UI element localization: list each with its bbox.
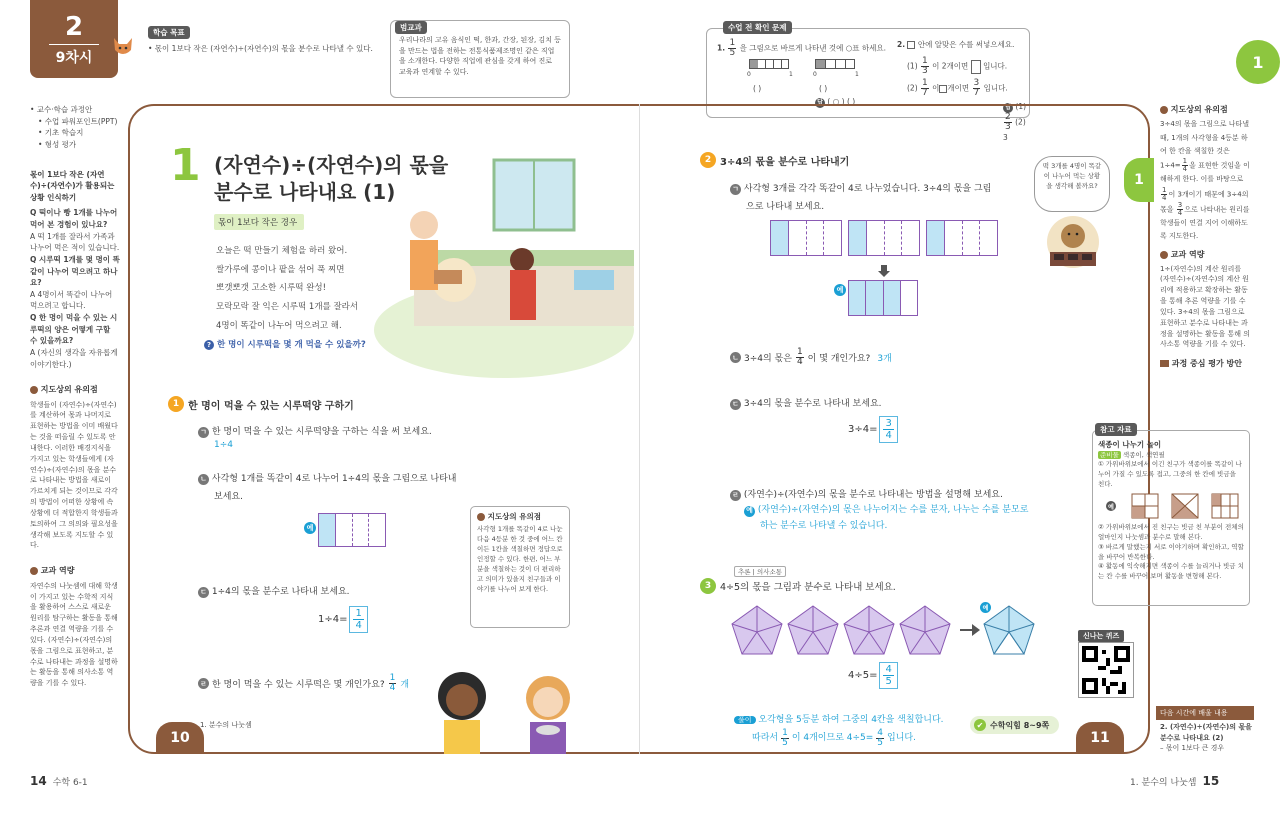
folded-paper-examples: 예: [1106, 493, 1244, 519]
act1-na: ㄴ 사각형 1개를 똑같이 4로 나누어 1÷4의 몫을 그림으로 나타내 보세요.: [198, 470, 456, 506]
q-title: 몫이 1보다 작은 (자연수)÷(자연수)가 활용되는 상황 인식하기: [30, 169, 115, 202]
paren-b[interactable]: ( ): [819, 84, 828, 93]
footer-right: 1. 분수의 나눗셈 15: [1130, 774, 1220, 788]
reference-step: ③ 바르게 말했는지 서로 이야기하며 확인하고, 역할을 바꾸어 반복한다.: [1098, 542, 1244, 561]
arrow-down-icon: [878, 262, 890, 274]
note-text: 사각형 1개를 똑같이 4로 나눈 다음 4등분 한 것 중에 어느 칸이든 1칸을 색칠하면 정답으로 인정할 수 있다. 한편, 어느 부분을 색칠하는 것이 더 편리하고 의미가 있을지 친구들과 이야기를 나누어 보게 한다.: [477, 525, 563, 594]
left-page-chapter: 1. 분수의 나눗셈: [200, 721, 252, 729]
example-badge: 예: [980, 602, 991, 613]
lesson-subtitle: 몫이 1보다 작은 경우: [214, 214, 304, 230]
pre-check-label: 수업 전 확인 문제: [723, 21, 792, 34]
pre-q1-bar-a[interactable]: [749, 59, 789, 69]
caution-label: 지도상의 유의점: [30, 384, 120, 396]
a-text: A 4명이서 똑같이 나누어 먹으려고 합니다.: [30, 289, 113, 311]
cross-curricular-box: [390, 20, 570, 98]
pre-q2-answer: 답 (1) $\frac{2}{3}$ (2) 3: [1003, 102, 1027, 142]
pre-q2-2: (2) $\frac{1}{7}$ 이 개이면 $\frac{3}{7}$ 입니다.: [907, 78, 1008, 98]
story-text: 오늘은 떡 만들기 체험을 하러 왔어. 쌀가루에 콩이나 팥을 섞어 푹 찌면 뽀갯뽀갯 고소한 시루떡 완성! 모락모락 잘 익은 시루떡 1개를 잘라서 4명이 똑같이 나누어 먹으려고 해.: [216, 246, 359, 331]
kids-illustration: [426, 666, 586, 754]
story-question: ? 한 명이 시루떡을 몇 개 먹을 수 있을까?: [204, 338, 366, 350]
act1-quarter-rect[interactable]: [318, 513, 386, 547]
axis-1b: 1: [855, 71, 859, 78]
solution: 풀이 오각형을 5등분 하여 그중의 4칸을 색칠합니다. 따라서 $\frac{1}{5}$ 이 4개이므로 4÷5= $\frac{4}{5}$ 입니다.: [734, 712, 944, 748]
fox-mascot-icon: [110, 32, 136, 58]
hamster-illustration: [1036, 214, 1110, 276]
next-lesson: 2. (자연수)÷(자연수)의 몫을 분수로 나타내요 (2) – 몫이 1보다 큰 경우: [1160, 723, 1252, 752]
right-sidebar: [1160, 104, 1252, 371]
chapter-tab-side: 1: [1124, 158, 1154, 202]
r-competency-label: 교과 역량: [1160, 249, 1252, 261]
pre-q1-bar-b[interactable]: [815, 59, 855, 69]
qa-block: [30, 207, 120, 370]
caution-text: 학생들이 (자연수)÷(자연수)를 계산하여 몫과 나머지로 표현하는 방법을 이미 배웠다는 것을 떠올릴 수 있도록 안내한다. 이러한 배경지식을 가지고 있는 학생들에게 (자연수)÷(자연수)의 몫을 분수로 나타내는 방법을 새로이 가르치게 되는 것이므로 각각의 방법이 어떠한 상황에 속 상황에 더 적합한지 학생들과 토의하여 그 의의와 필요성을 생각해 보도록 지도할 수 있다.: [30, 400, 118, 550]
lesson-title: (자연수)÷(자연수)의 몫을 분수로 나타내요 (1): [214, 153, 449, 204]
axis-0b: 0: [813, 71, 817, 78]
page-number-left: 10: [156, 722, 204, 754]
axis-0a: 0: [747, 71, 751, 78]
material-item[interactable]: • 교수·학습 과정안: [30, 105, 93, 114]
a-text: A 떡 1개를 잘라서 가족과 나누어 먹은 적이 있습니다.: [30, 231, 120, 253]
r-caution-label: 지도상의 유의점: [1160, 104, 1252, 116]
reference-step: ① 가위바위보에서 이긴 친구가 색종이를 똑같이 나누어 가질 수 있도록 접고, 그중의 한 칸에 빗금을 친다.: [1098, 460, 1242, 488]
goal-area: [148, 20, 378, 55]
left-sidebar: [30, 104, 120, 689]
act3-eq: 4÷5= $\frac{4}{5}$: [848, 662, 898, 689]
activity1-head: 1 한 명이 먹을 수 있는 시루떡양 구하기: [168, 396, 354, 412]
pre-q1-answer: 답 ( ○ ) ( ): [815, 96, 855, 108]
act2-na: ㄴ 3÷4의 몫은 $\frac{1}{4}$ 이 몇 개인가요? 3개: [730, 348, 892, 367]
act2-da-eq: 3÷4= $\frac{3}{4}$: [848, 416, 898, 443]
workbook-tag[interactable]: ✔ 수학익힘 8~9쪽: [970, 716, 1059, 734]
lesson-tab: [30, 0, 118, 78]
paren-a[interactable]: ( ): [753, 84, 762, 93]
reference-step: ② 가위바위보에서 진 친구는 빗금 친 부분이 전체의 얼마인지 나눗셈과 분수로 말해 본다.: [1098, 523, 1244, 542]
q-text: Q 한 명이 먹을 수 있는 시루떡의 양은 어떻게 구할 수 있을까요?: [30, 313, 118, 346]
act1-ga-answer: 1÷4: [214, 439, 233, 450]
reference-prep: 준비물 색종이, 색연필: [1100, 451, 1165, 459]
material-item[interactable]: • 기초 학습지: [38, 128, 84, 138]
act1-ra: ㄹ 한 명이 먹을 수 있는 시루떡은 몇 개인가요? $\frac{1}{4}$ 개: [198, 674, 409, 693]
r-competency-text: 1÷(자연수)의 계산 원리를 (자연수)÷(자연수)의 계산 원리에 적용하고 확장하는 활동을 통해 추론 역량을 기를 수 있다. 3÷4의 몫을 그림으로 표현하고 분수로 나타내는 과정을 설명하는 활동을 통해 의사소통 역량을 기를 수 있다.: [1160, 264, 1251, 349]
pre-q2: 2. 안에 알맞은 수를 써넣으세요.: [897, 40, 1015, 49]
activity2-head: 2 3÷4의 몫을 분수로 나타내기: [700, 152, 849, 168]
material-item[interactable]: • 수업 파워포인트(PPT): [38, 116, 118, 126]
competency-label: 교과 역량: [30, 565, 120, 577]
axis-1a: 1: [789, 71, 793, 78]
act3-tag: 추론 | 의사소통: [734, 566, 786, 577]
act2-da: ㄷ 3÷4의 몫을 분수로 나타내 보세요.: [730, 396, 882, 410]
q-text: Q 시루떡 1개를 몇 명이 똑같이 나누어 먹으려고 하나요?: [30, 254, 120, 288]
lesson-period: 9차시: [55, 50, 93, 66]
competency-text: 자연수의 나눗셈에 대해 학생이 가지고 있는 수학적 지식을 활용하여 스스로 새로운 원리를 탐구하는 활동을 통해 추론과 연결 역량을 기를 수 있다. (자연수)÷(자연수)의 몫을 그림으로 표현하고, 분수로 나타내는 과정을 설명하는 활동을 통해 의사소통 역량을 기를 수 있다.: [30, 581, 118, 688]
kitchen-illustration: [374, 150, 638, 380]
act2-ga: ㄱ 사각형 3개를 각각 똑같이 4로 나누었습니다. 3÷4의 몫을 그림 으로 나타내 보세요.: [730, 180, 991, 216]
act1-da: ㄷ 1÷4의 몫을 분수로 나타내 보세요.: [198, 584, 350, 598]
reference-label: 참고 자료: [1095, 423, 1137, 436]
speech-bubble: 떡 3개를 4명이 똑같이 나누어 먹는 상황을 생각해 볼까요?: [1034, 156, 1110, 212]
r-caution-text: 3÷4의 몫을 그림으로 나타낼 때, 1개의 사각형을 4등분 하여 한 칸을 색칠한 것은 1÷4= $\frac{1}{4}$ 을 표현한 것임을 이해하게 한다. 이를 바탕으로 $\frac{1}{4}$ 이 3개이기 때문에 3÷4의 몫을 $\frac{3}{4}$ 으로 나타내는 원리를 학생들이 연결 지어 이해하도록 지도한다.: [1160, 120, 1250, 240]
quiz-label: 신나는 퀴즈: [1078, 630, 1124, 642]
process-label: 과정 중심 평가 방안: [1160, 358, 1252, 370]
pre-q2-1: (1) $\frac{1}{3}$ 이 2개이면 입니다.: [907, 56, 1008, 76]
reference-step: ④ 활동에 익숙해지면 색종이 수를 늘리거나 빗금 치는 칸 수를 바꾸어 보며 활동을 변형해 본다.: [1098, 562, 1244, 581]
materials-list: [30, 104, 120, 151]
footer-left: 14 수학 6-1: [30, 774, 88, 788]
lesson-big-number: 1: [170, 140, 201, 191]
reference-box: [1092, 425, 1250, 606]
act1-ga: ㄱ 한 명이 먹을 수 있는 시루떡양을 구하는 식을 써 보세요. 1÷4: [198, 424, 432, 450]
next-lesson-label: 다음 시간에 배울 내용: [1156, 706, 1254, 720]
reference-title: 색종이 나누기 놀이: [1098, 440, 1162, 449]
page-number-right: 11: [1076, 722, 1124, 754]
q-text: Q 떡이나 빵 1개를 나누어 먹어 본 경험이 있나요?: [30, 208, 118, 229]
gutter-divider: [639, 104, 640, 754]
cross-text: 우리나라의 고유 음식인 떡, 한과, 간장, 된장, 김치 등을 만드는 법을 전하는 전통식품제조명인 같은 직업을 소개한다. 다양한 직업에 관심을 갖게 하여 진로 교육과 연계할 수 있다.: [399, 36, 561, 76]
pre-q1: 1. $\frac{1}{5}$ 을 그림으로 바르게 나타낸 것에 ○표 하세요.: [717, 38, 886, 58]
note-box: 지도상의 유의점 사각형 1개를 똑같이 4로 나눈 다음 4등분 한 것 중에 어느 칸이든 1칸을 색칠하면 정답으로 인정할 수 있다. 한편, 어느 부분을 색칠하는 것이 더 편리하고 의미가 있을지 친구들과 이야기를 나누어 보게 한다.: [470, 506, 570, 628]
act2-ra: ㄹ (자연수)÷(자연수)의 몫을 분수로 나타내는 방법을 설명해 보세요. 예 (자연수)÷(자연수)의 몫은 나누어지는 수를 분자, 나누는 수를 분모로 하는 분수로 나타낼 수 있습니다.: [730, 488, 1028, 534]
example-badge: 예: [834, 284, 846, 296]
activity3-head: 3 4÷5의 몫을 그림과 분수로 나타내 보세요.: [700, 578, 896, 594]
example-badge: 예: [304, 522, 316, 534]
cross-label: 범교과: [395, 21, 427, 34]
act1-da-eq: 1÷4= $\frac{1}{4}$: [318, 606, 368, 633]
act2-rects[interactable]: [770, 220, 998, 256]
material-item[interactable]: • 형성 평가: [38, 139, 77, 149]
chapter-tab-top: 1: [1236, 40, 1280, 84]
goal-text: • 몫이 1보다 작은 (자연수)÷(자연수)의 몫을 분수로 나타낼 수 있다.: [148, 44, 373, 53]
qr-code[interactable]: [1078, 642, 1134, 698]
a-text: A (자신의 생각을 자유롭게 이야기한다.): [30, 347, 118, 369]
goal-label: 학습 목표: [148, 26, 190, 39]
pentagons[interactable]: [728, 604, 1048, 656]
lesson-number: 2: [64, 12, 84, 42]
act2-combined-rect[interactable]: [848, 280, 918, 316]
